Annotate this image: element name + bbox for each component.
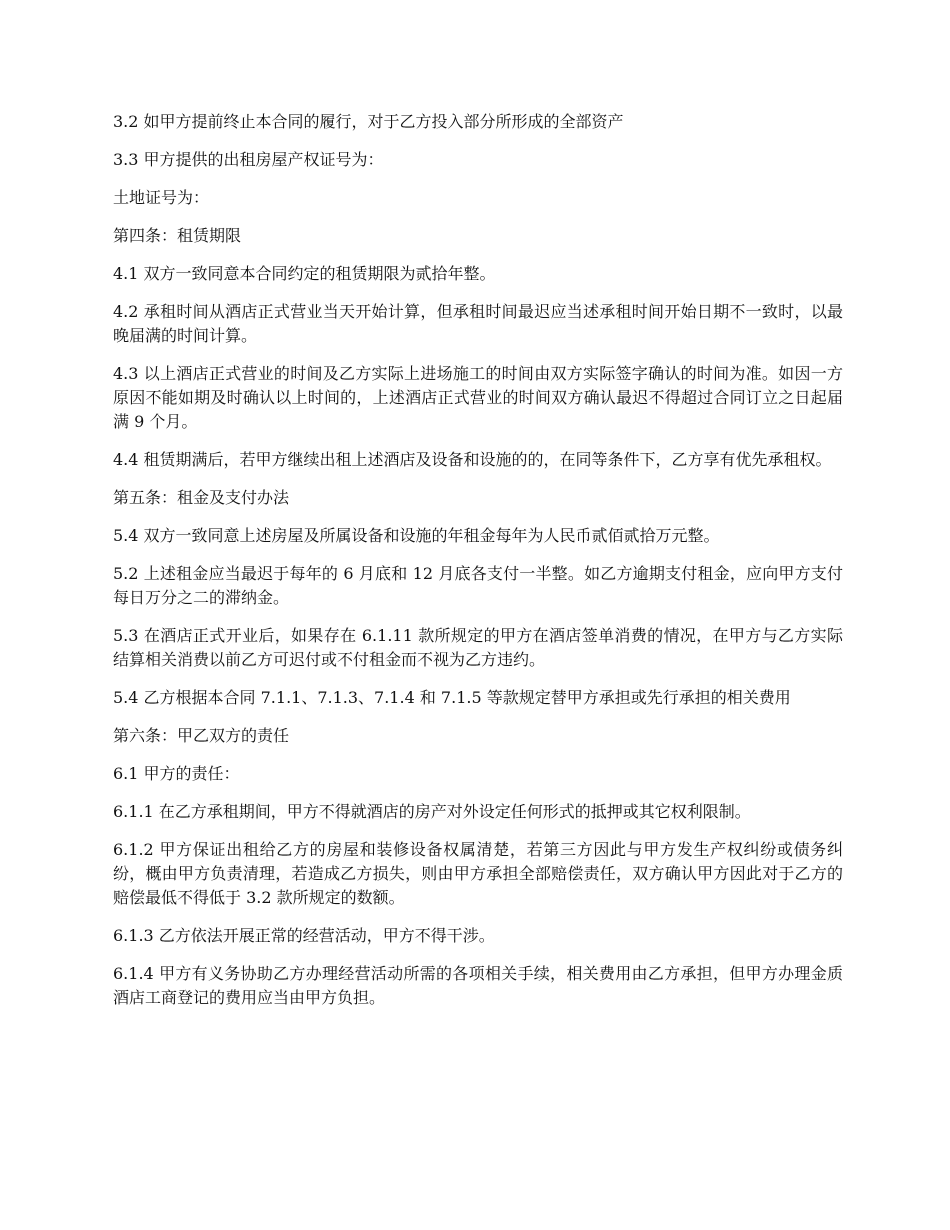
clause-3-2: 3.2 如甲方提前终止本合同的履行，对于乙方投入部分所形成的全部资产 (113, 112, 624, 131)
clause-4-4: 4.4 租赁期满后，若甲方继续出租上述酒店及设备和设施的的，在同等条件下，乙方享有优先承租权。 (113, 450, 832, 469)
clause-5-3: 5.3 在酒店正式开业后，如果存在 6.1.11 款所规定的甲方在酒店签单消费的情况，在甲方与乙方实际结算相关消费以前乙方可迟付或不付租金而不视为乙方违约。 (113, 626, 843, 669)
clause-5-4-first: 5.4 双方一致同意上述房屋及所属设备和设施的年租金每年为人民币贰佰贰拾万元整。 (113, 526, 720, 545)
article-5-heading: 第五条：租金及支付办法 (113, 488, 290, 507)
clause-6-1: 6.1 甲方的责任： (113, 764, 240, 783)
article-6-heading: 第六条：甲乙双方的责任 (113, 726, 290, 745)
clause-5-4-second: 5.4 乙方根据本合同 7.1.1、7.1.3、7.1.4 和 7.1.5 等款规定替甲方承担或先行承担的相关费用 (113, 688, 791, 707)
clause-6-1-1: 6.1.1 在乙方承租期间，甲方不得就酒店的房产对外设定任何形式的抵押或其它权利限制。 (113, 802, 751, 821)
clause-4-2: 4.2 承租时间从酒店正式营业当天开始计算，但承租时间最迟应当述承租时间开始日期不一致时，以最晚届满的时间计算。 (113, 302, 843, 345)
clause-4-1: 4.1 双方一致同意本合同约定的租赁期限为贰拾年整。 (113, 264, 496, 283)
clause-3-3: 3.3 甲方提供的出租房屋产权证号为： (113, 150, 384, 169)
land-certificate-line: 土地证号为： (113, 188, 210, 207)
clause-4-3: 4.3 以上酒店正式营业的时间及乙方实际上进场施工的时间由双方实际签字确认的时间为准。如因一方原因不能如期及时确认以上时间的，上述酒店正式营业的时间双方确认最迟不得超过合同订立之日起届满 9 个月。 (113, 364, 843, 431)
clause-6-1-4: 6.1.4 甲方有义务协助乙方办理经营活动所需的各项相关手续，相关费用由乙方承担，但甲方办理金质酒店工商登记的费用应当由甲方负担。 (113, 964, 843, 1007)
article-4-heading: 第四条：租赁期限 (113, 226, 242, 245)
clause-6-1-3: 6.1.3 乙方依法开展正常的经营活动，甲方不得干涉。 (113, 926, 495, 945)
clause-5-2: 5.2 上述租金应当最迟于每年的 6 月底和 12 月底各支付一半整。如乙方逾期支付租金，应向甲方支付每日万分之二的滞纳金。 (113, 564, 843, 607)
clause-6-1-2: 6.1.2 甲方保证出租给乙方的房屋和装修设备权属清楚，若第三方因此与甲方发生产权纠纷或债务纠纷，概由甲方负责清理，若造成乙方损失，则由甲方承担全部赔偿责任，双方确认甲方因此对于乙方的赔偿最低不得低于 3.2 款所规定的数额。 (113, 840, 843, 907)
document-page (113, 110, 843, 1024)
